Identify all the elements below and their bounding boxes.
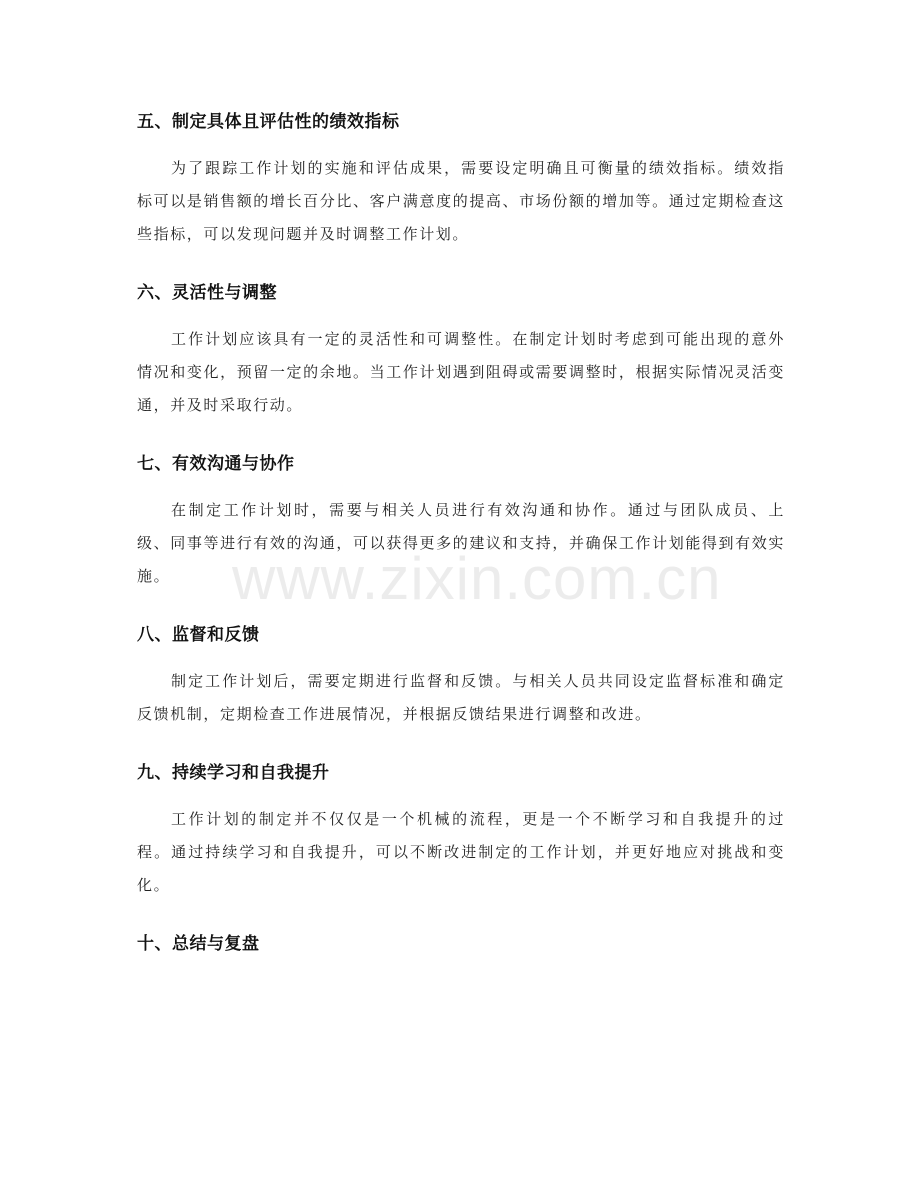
section-8 [137,621,785,731]
section-heading: 五、制定具体且评估性的绩效指标 [137,112,400,132]
section-heading: 十、总结与复盘 [137,934,260,954]
section-heading: 六、灵活性与调整 [137,283,277,303]
watermark: www.zixin.com.cn [232,545,722,612]
section-7 [137,450,785,593]
document-content [137,108,785,974]
section-6 [137,279,785,422]
section-heading: 九、持续学习和自我提升 [137,763,330,783]
section-paragraph: 为了跟踪工作计划的实施和评估成果，需要设定明确且可衡量的绩效指标。绩效指标可以是销售额的增长百分比、客户满意度的提高、市场份额的增加等。通过定期检查这些指标，可以发现问题并及时调整工作计划。 [137,159,785,243]
section-5 [137,108,785,251]
section-paragraph: 工作计划的制定并不仅仅是一个机械的流程，更是一个不断学习和自我提升的过程。通过持续学习和自我提升，可以不断改进制定的工作计划，并更好地应对挑战和变化。 [137,810,785,894]
section-10 [137,930,785,958]
section-heading: 七、有效沟通与协作 [137,454,295,474]
section-paragraph: 制定工作计划后，需要定期进行监督和反馈。与相关人员共同设定监督标准和确定反馈机制，定期检查工作进展情况，并根据反馈结果进行调整和改进。 [137,672,785,723]
section-paragraph: 工作计划应该具有一定的灵活性和可调整性。在制定计划时考虑到可能出现的意外情况和变化，预留一定的余地。当工作计划遇到阻碍或需要调整时，根据实际情况灵活变通，并及时采取行动。 [137,330,785,414]
section-paragraph: 在制定工作计划时，需要与相关人员进行有效沟通和协作。通过与团队成员、上级、同事等进行有效的沟通，可以获得更多的建议和支持，并确保工作计划能得到有效实施。 [137,501,785,585]
section-heading: 八、监督和反馈 [137,625,260,645]
section-9 [137,759,785,902]
